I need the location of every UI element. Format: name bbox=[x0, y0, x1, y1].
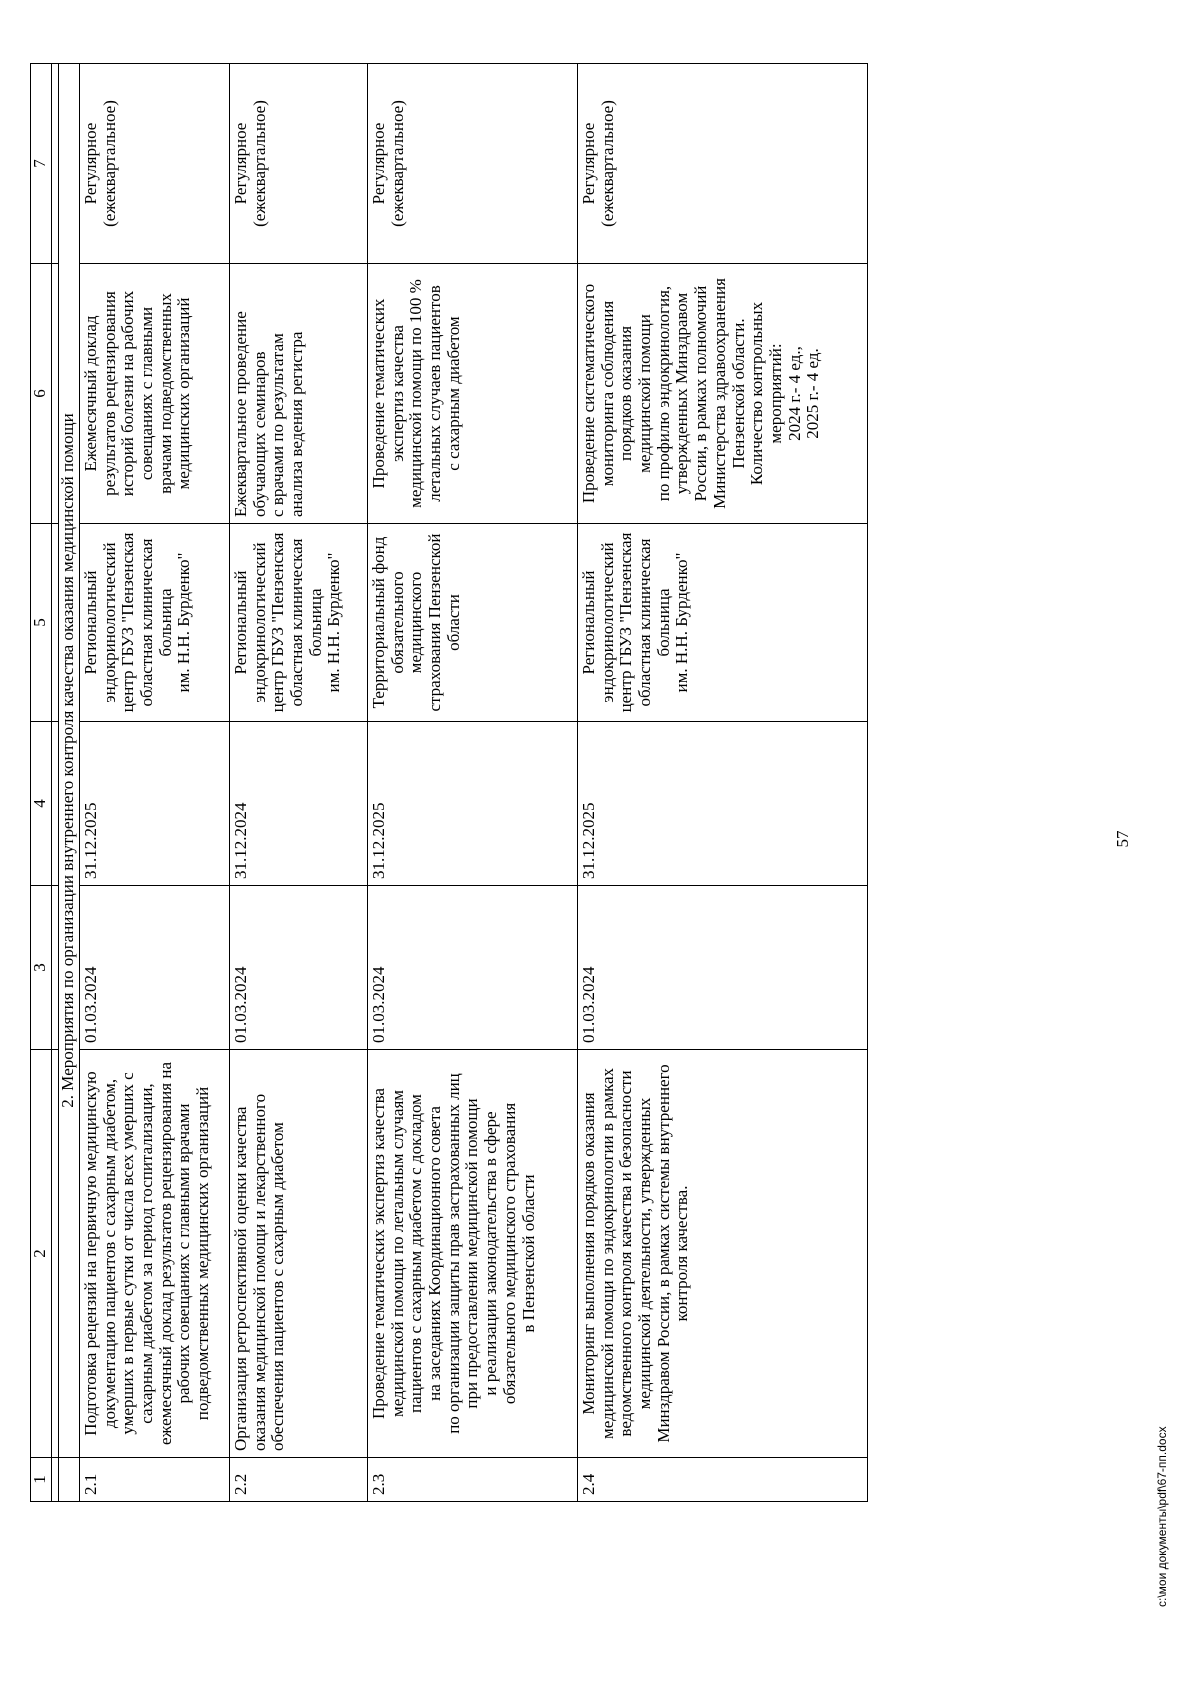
col-number-1: 1 bbox=[31, 1458, 52, 1502]
table-row bbox=[578, 64, 868, 1502]
row-number: 2.2 bbox=[230, 1458, 368, 1502]
responsible-cell: Региональный эндокринологический центр ГБУЗ "Пензенская областная клиническая больница им. Н.Н. Бурденко" bbox=[230, 524, 368, 722]
col-number-5: 5 bbox=[31, 524, 52, 722]
row-number: 2.3 bbox=[368, 1458, 578, 1502]
start-date-cell: 01.03.2024 bbox=[368, 886, 578, 1050]
activity-cell: Организация ретроспективной оценки качества оказания медицинской помощи и лекарственного обеспечения пациентов с сахарным диабетом bbox=[230, 1050, 368, 1458]
result-cell: Проведение систематического мониторинга соблюдения порядков оказания медицинской помощи по профилю эндокринология, утвержденных Минздравом России, в рамках полномочий Министерства здравоохранения Пензенской области. Количество контрольных мероприятий: 2024 г.- 4 ед., 2025 г.- 4 ед. bbox=[578, 264, 868, 524]
file-path-footer: c:\мои документы\pdf\67-пп.docx bbox=[1155, 1426, 1169, 1607]
section-heading-row bbox=[59, 64, 80, 1502]
start-date-cell: 01.03.2024 bbox=[80, 886, 230, 1050]
page-number: 57 bbox=[1113, 830, 1132, 848]
col-number-2: 2 bbox=[31, 1050, 52, 1458]
responsible-cell: Территориальный фонд обязательного медицинского страхования Пензенской области bbox=[368, 524, 578, 722]
start-date-cell: 01.03.2024 bbox=[230, 886, 368, 1050]
activity-cell: Мониторинг выполнения порядков оказания медицинской помощи по эндокринологии в рамках ведомственного контроля качества и безопасности медицинской деятельности, утвержденных Минздравом России, в рамках системы внутреннего контроля качества. bbox=[578, 1050, 868, 1458]
activity-cell: Подготовка рецензий на первичную медицинскую документацию пациентов с сахарным диабетом, умерших в первые сутки от числа всех умерших с сахарным диабетом за период госпитализации, ежемесячный доклад результатов рецензирования на рабочих совещаниях с главными врачами подведомственных медицинских организаций bbox=[80, 1050, 230, 1458]
end-date-cell: 31.12.2025 bbox=[80, 722, 230, 886]
start-date-cell: 01.03.2024 bbox=[578, 886, 868, 1050]
col-number-7: 7 bbox=[31, 64, 52, 264]
row-number: 2.4 bbox=[578, 1458, 868, 1502]
activity-cell: Проведение тематических экспертиз качества медицинской помощи по летальным случаям пациентов с сахарным диабетом с докладом на заседаниях Координационного совета по организации защиты прав застрахованных лиц при предоставлении медицинской помощи и реализации законодательства в сфере обязательного медицинского страхования в Пензенской области bbox=[368, 1050, 578, 1458]
col-number-3: 3 bbox=[31, 886, 52, 1050]
column-number-row bbox=[31, 64, 52, 1502]
responsible-cell: Региональный эндокринологический центр ГБУЗ "Пензенская областная клиническая больница им. Н.Н. Бурденко" bbox=[578, 524, 868, 722]
col-number-6: 6 bbox=[31, 264, 52, 524]
end-date-cell: 31.12.2024 bbox=[230, 722, 368, 886]
periodicity-cell: Регулярное (ежеквартальное) bbox=[230, 64, 368, 264]
row-number: 2.1 bbox=[80, 1458, 230, 1502]
table-row bbox=[368, 64, 578, 1502]
periodicity-cell: Регулярное (ежеквартальное) bbox=[368, 64, 578, 264]
col-number-4: 4 bbox=[31, 722, 52, 886]
measures-table bbox=[30, 63, 868, 1502]
result-cell: Ежеквартальное проведение обучающих семинаров с врачами по результатам анализа ведения регистра bbox=[230, 264, 368, 524]
periodicity-cell: Регулярное (ежеквартальное) bbox=[80, 64, 230, 264]
result-cell: Проведение тематических экспертиз качества медицинской помощи по 100 % летальных случаев пациентов с сахарным диабетом bbox=[368, 264, 578, 524]
end-date-cell: 31.12.2025 bbox=[368, 722, 578, 886]
table-row bbox=[80, 64, 230, 1502]
periodicity-cell: Регулярное (ежеквартальное) bbox=[578, 64, 868, 264]
section-title: 2. Мероприятия по организации внутреннего контроля качества оказания медицинской помощи bbox=[59, 64, 80, 1458]
responsible-cell: Региональный эндокринологический центр ГБУЗ "Пензенская областная клиническая больница им. Н.Н. Бурденко" bbox=[80, 524, 230, 722]
end-date-cell: 31.12.2025 bbox=[578, 722, 868, 886]
result-cell: Ежемесячный доклад результатов рецензирования историй болезни на рабочих совещаниях с главными врачами подведомственных медицинских организаций bbox=[80, 264, 230, 524]
table-row bbox=[230, 64, 368, 1502]
